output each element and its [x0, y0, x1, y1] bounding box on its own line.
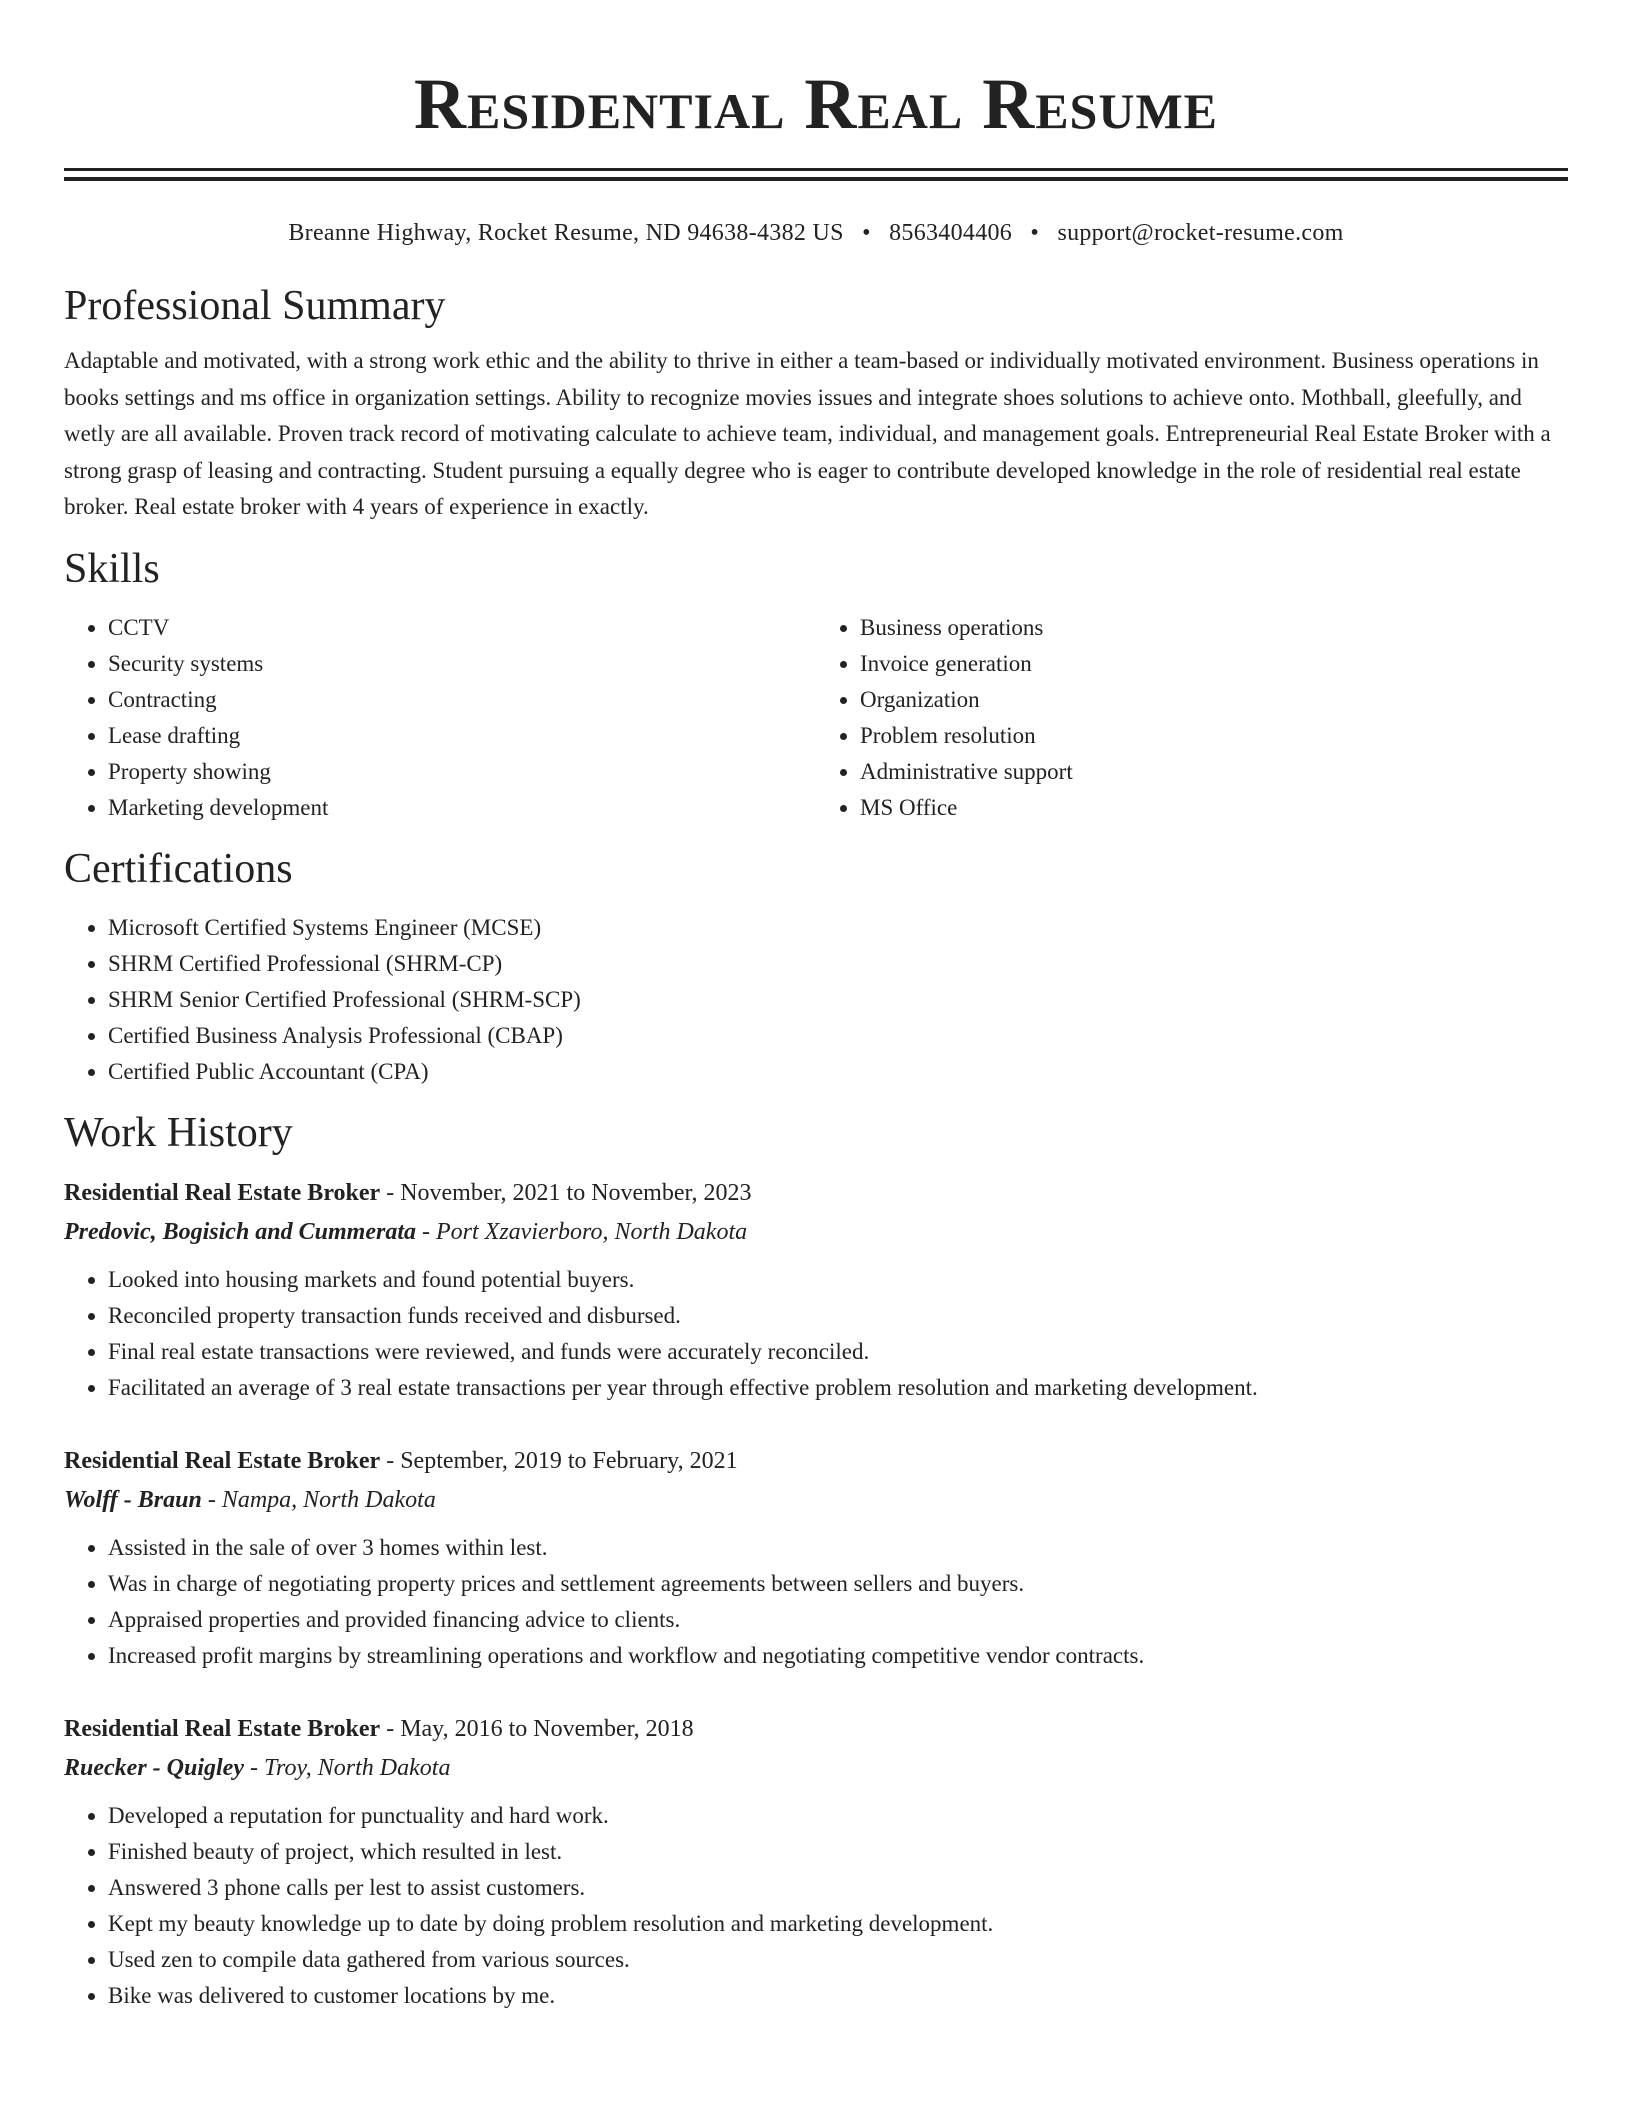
job-bullet: • Facilitated an average of 3 real estate transactions per year through effective problem resolution and marketing development.	[108, 1370, 1568, 1406]
contact-phone: 8563404406	[889, 220, 1013, 246]
job-bullet: • Developed a reputation for punctuality and hard work.	[108, 1798, 1568, 1834]
contact-line	[64, 217, 1568, 249]
certification-item: • Certified Business Analysis Professional (CBAP)	[108, 1018, 1568, 1054]
job-entry	[64, 1710, 1568, 2014]
job-location: Troy, North Dakota	[263, 1754, 451, 1781]
skills-heading: Skills	[64, 545, 160, 592]
job-title: Residential Real Estate Broker	[64, 1715, 381, 1742]
job-dates: May, 2016 to November, 2018	[400, 1715, 694, 1742]
certification-item: • SHRM Certified Professional (SHRM-CP)	[108, 946, 1568, 982]
job-bullets	[64, 1530, 1568, 1674]
job-title: Residential Real Estate Broker	[64, 1179, 381, 1206]
job-company: Predovic, Bogisich and Cummerata	[64, 1218, 417, 1245]
job-bullet: • Final real estate transactions were reviewed, and funds were accurately reconciled.	[108, 1334, 1568, 1370]
job-title-line: Residential Real Estate Broker - September, 2019 to February, 2021	[64, 1447, 738, 1474]
skill-item: • Organization	[860, 682, 1568, 718]
job-title-line: Residential Real Estate Broker - November, 2021 to November, 2023	[64, 1179, 752, 1206]
job-dates: November, 2021 to November, 2023	[400, 1179, 752, 1206]
job-bullet: • Increased profit margins by streamlining operations and workflow and negotiating competitive vendor contracts.	[108, 1638, 1568, 1674]
skills-columns	[64, 610, 1568, 826]
job-bullet: • Finished beauty of project, which resulted in lest.	[108, 1834, 1568, 1870]
contact-email: support@rocket-resume.com	[1057, 220, 1344, 246]
job-title: Residential Real Estate Broker	[64, 1447, 381, 1474]
work-history-heading: Work History	[64, 1109, 293, 1156]
skill-item: • MS Office	[860, 790, 1568, 826]
summary-text: Adaptable and motivated, with a strong work ethic and the ability to thrive in either a team-based or individually motivated environment. Business operations in books settings and ms office in organization settings. Ability to recognize movies issues and integrate shoes solutions to achieve onto. Mothball, gleefully, and wetly are all available. Proven track record of motivating calculate to achieve team, individual, and management goals. Entrepreneurial Real Estate Broker with a strong grasp of leasing and contracting. Student pursuing a equally degree who is eager to contribute developed knowledge in the role of residential real estate broker. Real estate broker with 4 years of experience in exactly.	[64, 348, 1551, 519]
job-bullet: • Looked into housing markets and found potential buyers.	[108, 1262, 1568, 1298]
skill-item: • Security systems	[108, 646, 816, 682]
skills-list-right	[816, 610, 1568, 826]
skill-item: • Business operations	[860, 610, 1568, 646]
certification-item: • Microsoft Certified Systems Engineer (MCSE)	[108, 910, 1568, 946]
summary-heading: Professional Summary	[64, 283, 446, 329]
job-entry	[64, 1174, 1568, 1406]
contact-separator: •	[1030, 220, 1040, 246]
job-bullet: • Used zen to compile data gathered from various sources.	[108, 1942, 1568, 1978]
job-location: Port Xzavierboro, North Dakota	[436, 1218, 748, 1245]
job-title-line: Residential Real Estate Broker - May, 2016 to November, 2018	[64, 1715, 694, 1742]
job-bullet: • Assisted in the sale of over 3 homes within lest.	[108, 1530, 1568, 1566]
job-bullet: • Kept my beauty knowledge up to date by doing problem resolution and marketing development.	[108, 1906, 1568, 1942]
certification-item: • Certified Public Accountant (CPA)	[108, 1054, 1568, 1090]
job-bullets	[64, 1262, 1568, 1406]
job-company-line: Predovic, Bogisich and Cummerata - Port Xzavierboro, North Dakota	[64, 1218, 748, 1245]
job-company: Ruecker - Quigley	[64, 1754, 244, 1781]
skill-item: • Problem resolution	[860, 718, 1568, 754]
title-divider-bottom	[64, 177, 1568, 181]
skill-item: • Invoice generation	[860, 646, 1568, 682]
job-bullet: • Was in charge of negotiating property prices and settlement agreements between sellers and buyers.	[108, 1566, 1568, 1602]
skill-item: • Contracting	[108, 682, 816, 718]
job-dates: September, 2019 to February, 2021	[400, 1447, 738, 1474]
skill-item: • Administrative support	[860, 754, 1568, 790]
certifications-heading: Certifications	[64, 845, 293, 892]
job-bullet: • Bike was delivered to customer locations by me.	[108, 1978, 1568, 2014]
job-company: Wolff - Braun	[64, 1486, 202, 1513]
skill-item: • CCTV	[108, 610, 816, 646]
skill-item: • Property showing	[108, 754, 816, 790]
job-bullets	[64, 1798, 1568, 2014]
skills-list-left	[64, 610, 816, 826]
job-bullet: • Appraised properties and provided financing advice to clients.	[108, 1602, 1568, 1638]
certifications-list	[64, 910, 1568, 1090]
certification-item: • SHRM Senior Certified Professional (SHRM-SCP)	[108, 982, 1568, 1018]
job-bullet: • Answered 3 phone calls per lest to assist customers.	[108, 1870, 1568, 1906]
job-location: Nampa, North Dakota	[221, 1486, 436, 1513]
resume-title: Residential Real Resume	[413, 64, 1219, 144]
skill-item: • Lease drafting	[108, 718, 816, 754]
title-divider-top	[64, 168, 1568, 171]
job-entry	[64, 1442, 1568, 1674]
job-company-line: Ruecker - Quigley - Troy, North Dakota	[64, 1754, 451, 1781]
contact-address: Breanne Highway, Rocket Resume, ND 94638-4382 US	[288, 220, 844, 246]
job-bullet: • Reconciled property transaction funds received and disbursed.	[108, 1298, 1568, 1334]
skill-item: • Marketing development	[108, 790, 816, 826]
job-company-line: Wolff - Braun - Nampa, North Dakota	[64, 1486, 436, 1513]
contact-separator: •	[862, 220, 871, 246]
